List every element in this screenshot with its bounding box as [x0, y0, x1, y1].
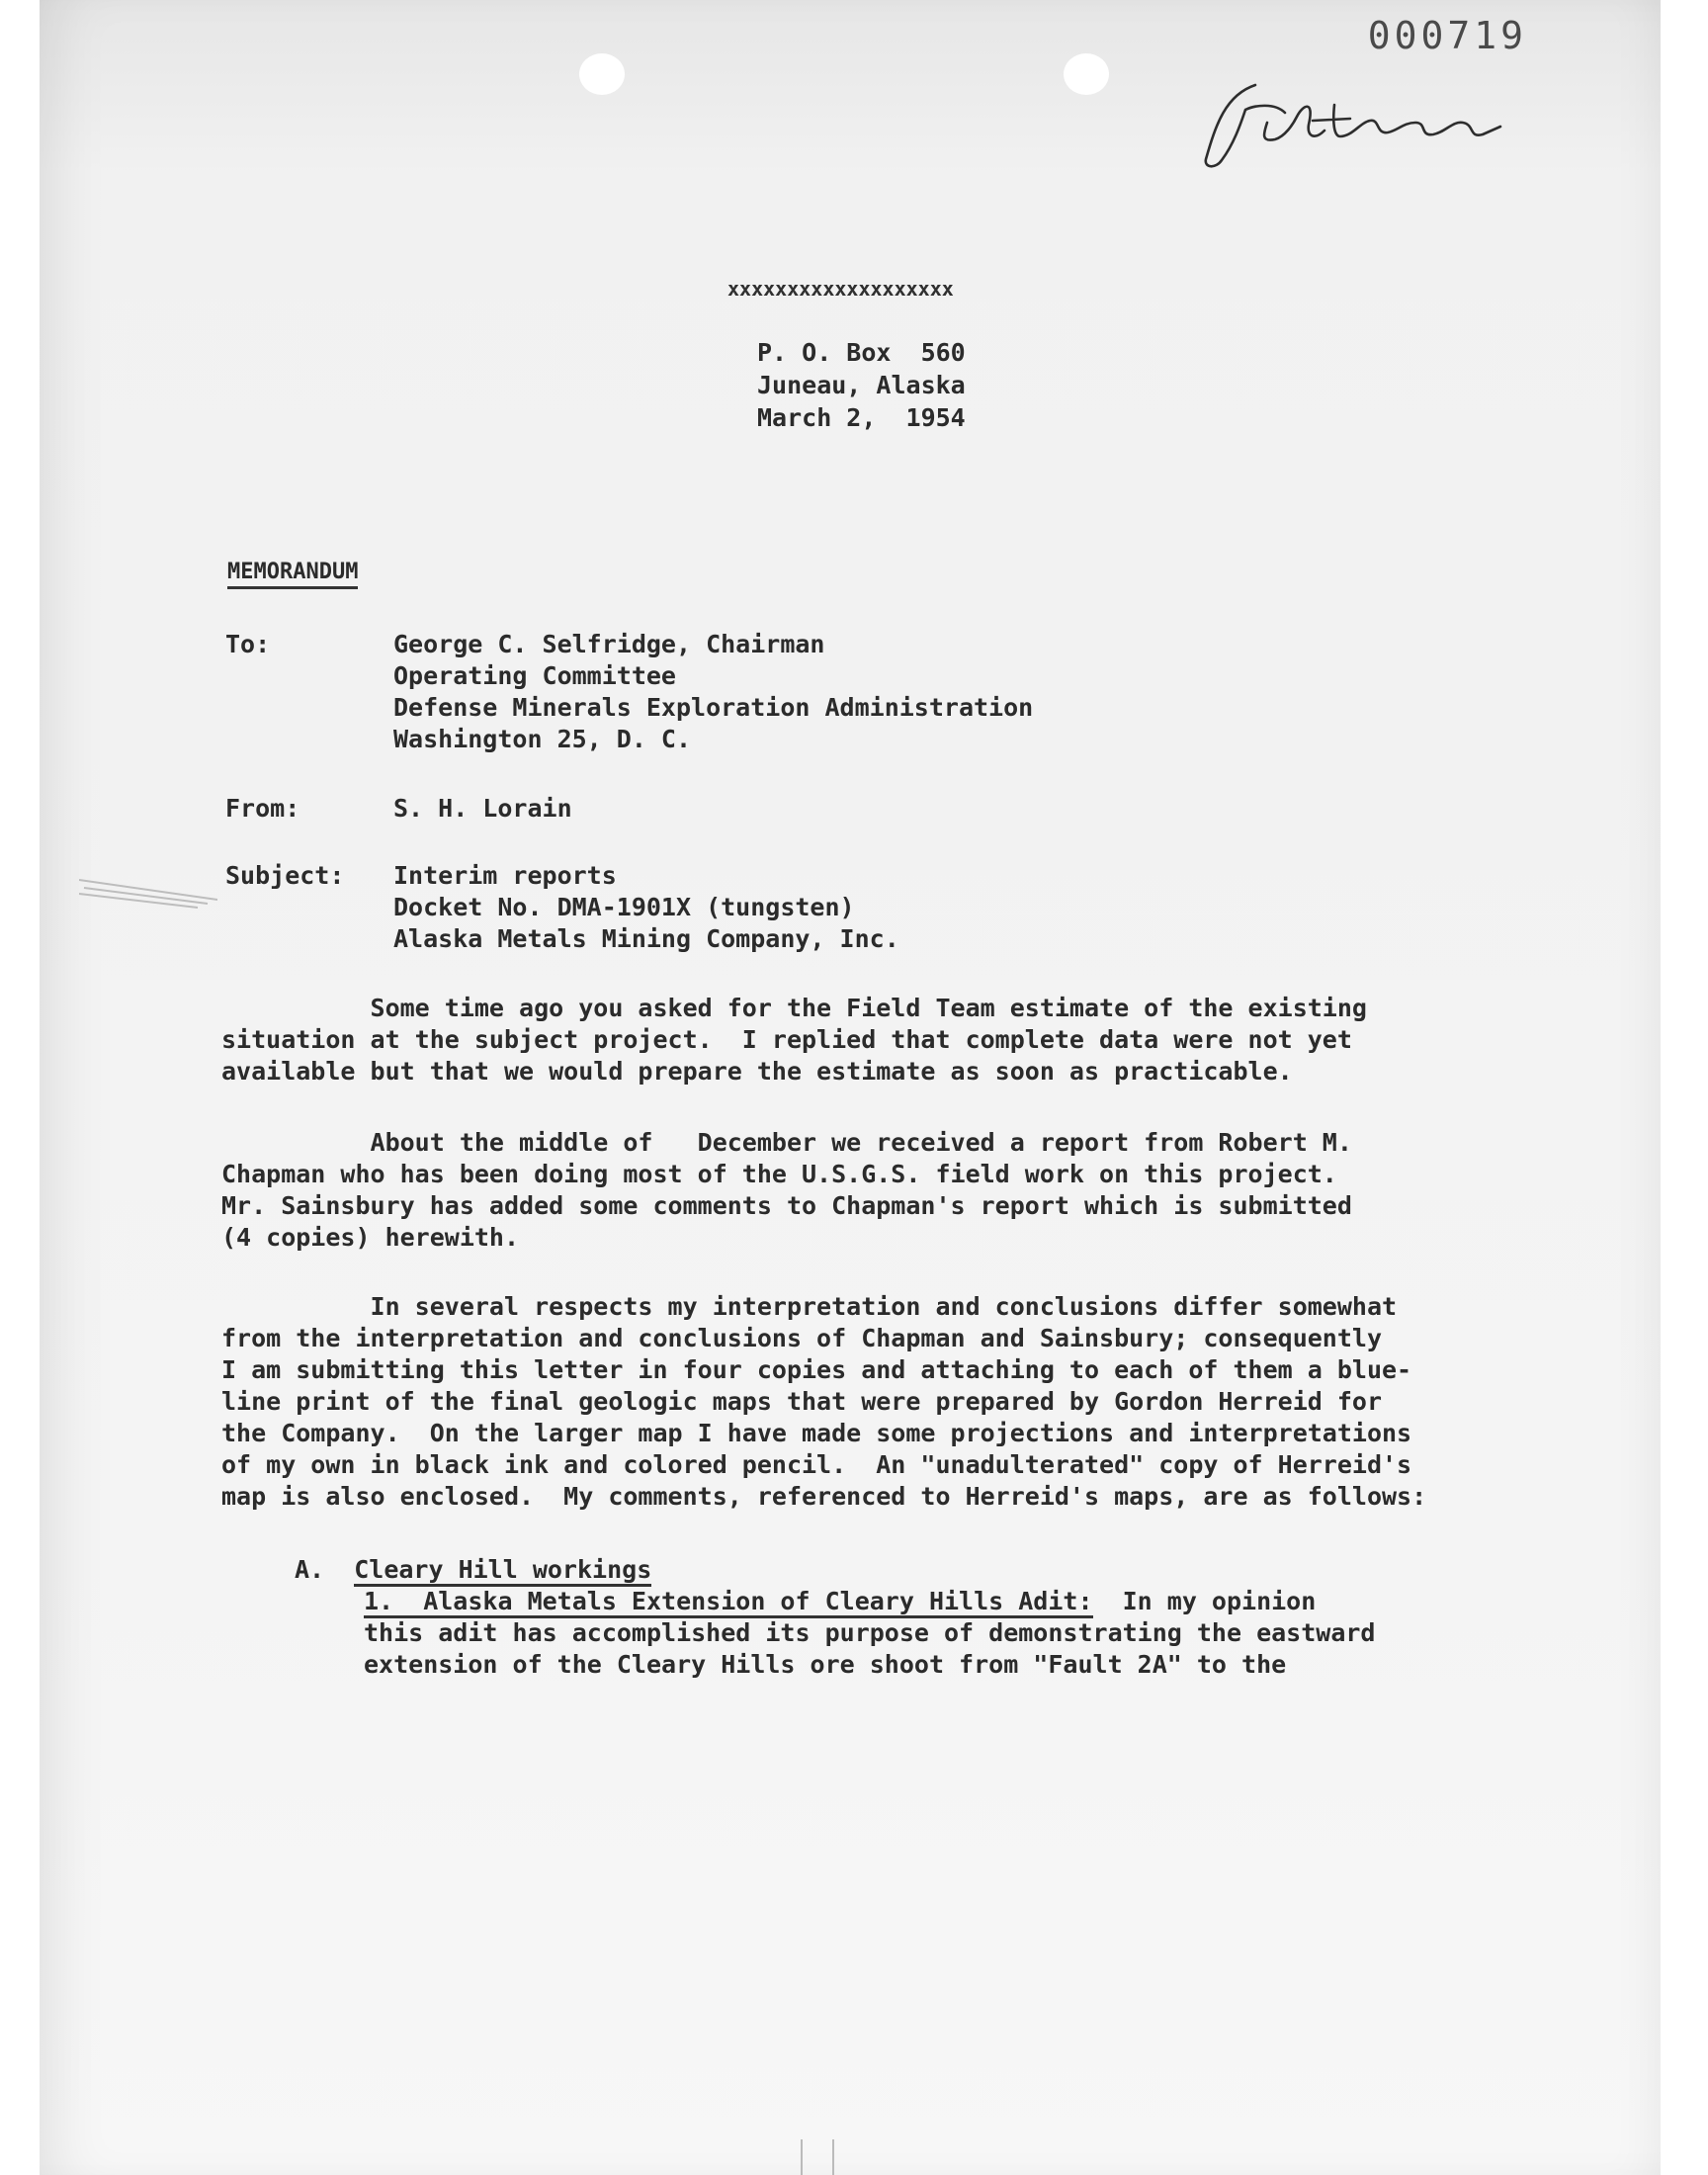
section-marker: A.	[295, 1555, 325, 1584]
section-item-1	[364, 1586, 1376, 1617]
paragraph: In several respects my interpretation and conclusions differ somewhat from the interpretation and conclusions of Chapman and Sainsbury; consequently I am submitting this letter in four copies and attaching to each of them a blue- line print of the final geologic maps that were prepared by Gordon Herreid for the Company. On the larger map I have made some projections and interpretations of my own in black ink and colored pencil. An "unadulterated" copy of Herreid's map is also enclosed. My comments, referenced to Herreid's maps, are as follows:	[221, 1292, 1427, 1511]
address-line: P. O. Box 560	[757, 338, 966, 367]
to-block	[225, 629, 1033, 755]
to-label: To:	[225, 630, 271, 658]
document-number: 000719	[1367, 14, 1527, 57]
subject-line: Interim reports	[393, 861, 617, 890]
document-page	[40, 0, 1661, 2175]
from-label: From:	[225, 794, 300, 823]
punch-hole	[1064, 53, 1109, 95]
to-line: George C. Selfridge, Chairman	[393, 630, 825, 658]
item-heading: 1. Alaska Metals Extension of Cleary Hills Adit:	[364, 1587, 1093, 1618]
address-line: Juneau, Alaska	[757, 371, 966, 399]
to-line: Washington 25, D. C.	[393, 725, 692, 753]
subject-label: Subject:	[225, 861, 345, 890]
paragraph: Some time ago you asked for the Field Team estimate of the existing situation at the subject project. I replied that complete data were not yet available but that we would prepare the estimate as soon as practicable.	[221, 994, 1367, 1086]
punch-hole	[579, 53, 625, 95]
sender-address	[757, 336, 966, 434]
handwritten-signature	[1186, 65, 1512, 174]
section-a	[295, 1554, 1376, 1681]
section-item-1-body: this adit has accomplished its purpose of demonstrating the eastward extension of the Cleary Hills ore shoot from "Fault 2A" to the	[364, 1618, 1376, 1679]
to-line: Defense Minerals Exploration Administration	[393, 693, 1034, 722]
section-title: Cleary Hill workings	[354, 1555, 651, 1587]
from-block	[225, 793, 572, 825]
scan-streak	[79, 870, 217, 910]
subject-line: Alaska Metals Mining Company, Inc.	[393, 924, 899, 953]
paragraph: About the middle of December we received a report from Robert M. Chapman who has been doing most of the U.S.G.S. field work on this project. Mr. Sainsbury has added some comments to Chapman's report which is submitted (4 copies) herewith.	[221, 1128, 1352, 1252]
from-value: S. H. Lorain	[393, 794, 572, 823]
item-text: In my opinion	[1092, 1587, 1317, 1615]
memo-title: MEMORANDUM	[227, 560, 358, 589]
subject-block	[225, 860, 899, 955]
subject-lines	[393, 860, 899, 955]
to-recipient	[393, 629, 1033, 755]
typed-x-rule: xxxxxxxxxxxxxxxxxxx	[727, 277, 954, 301]
scan-edge-marks	[801, 2139, 834, 2175]
subject-line: Docket No. DMA-1901X (tungsten)	[393, 893, 855, 921]
address-date: March 2, 1954	[757, 403, 966, 432]
to-line: Operating Committee	[393, 661, 676, 690]
section-a-heading	[295, 1554, 1376, 1586]
